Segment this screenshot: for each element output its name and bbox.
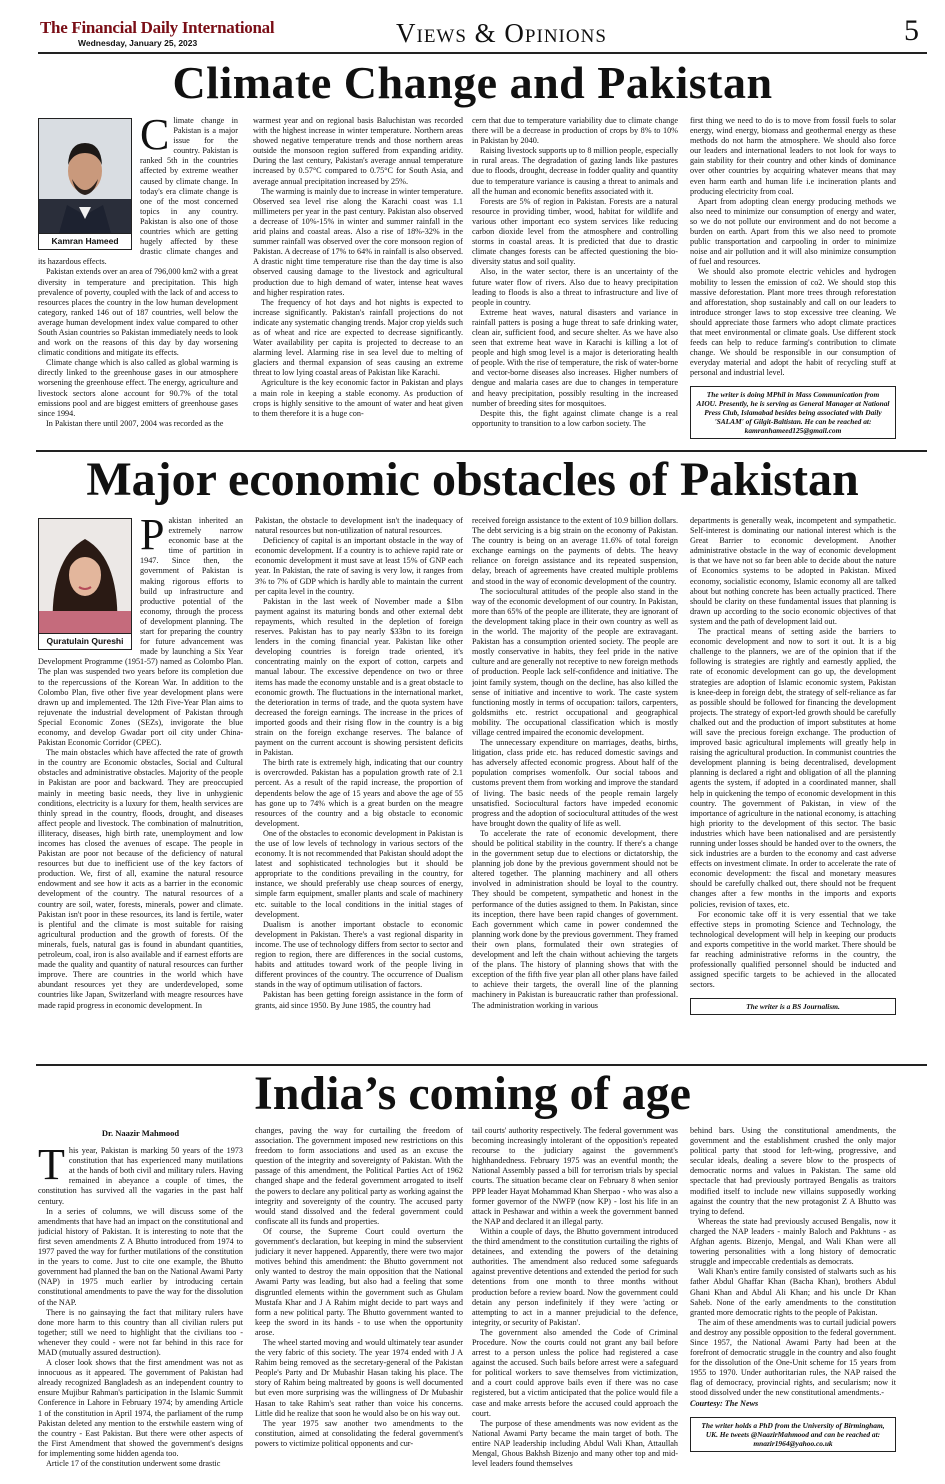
drop-cap: T bbox=[38, 1140, 65, 1190]
paragraph: The sociocultural attitudes of the people also stand in the way of the economic development of our country. In Pakistan, more than 65% of the people are illiterate, they are ignorant of the development taking place in their own country as well as in the world. The majority of the people are extravagant. Pakistan has a consumption oriented society. The people are mostly conservative in habits, they feel pride in the native culture and are generally not receptive to new foreign methods of production. People lack self-confidence and initiative. The joint family system, though on the decline, has also killed the sense of initiative and incentive to work. The caste system functioning mostly in terms of occupation: tailors, carpenters, goldsmiths etc. restrict occupational and geographical mobility. The occupational classification which is mostly village centred impaired the economic development. bbox=[472, 586, 678, 737]
author-name: Quratulain Qureshi bbox=[39, 633, 131, 649]
paragraph: cern that due to temperature variability due to climate change there will be a decrease in production of crops by 8% to 10% in Pakistan by 2040. bbox=[472, 116, 678, 146]
article-2-column-4 bbox=[690, 516, 896, 1060]
paragraph: tail courts' authority respectively. The federal government was becoming increasingly intolerant of the opposition's repeated recourse to the judiciary against the government's highhandedness. February 1975 was an eventful month; the National Assembly passed a bill for terrorism trials by special courts. The situation became clear on February 8 when senior PPP leader Hayat Mohammad Khan Sherpao - who was also a former governor of the NWFP (now KP) - lost his life in an attack in Peshawar and within a week the government banned the NAP and declared it an illegal party. bbox=[472, 1126, 678, 1226]
paragraph: akistan inherited an extremely narrow economic base at the time of partition in 1947. Since then, the government of Pakistan is making rigorous efforts to build up infrastructure and productive potential of the economy, through the process of development planning. The start for preparing the country for future advancement was made by launching a Six Year Development Programme (1951-57) named as Colombo Plan. The plan was suspended two years before its completion due to the repercussions of the Korean War. In addition to the Colombo Plan, five other five year development plans were drawn up and implemented. The 12th Five-Year Plan aims to rejuvenate the industrial development of Pakistan through Special Economic Zones (SEZs), invigorate the blue economy, and develop Gwadar port oil city under China-Pakistan Economic Corridor (CPEC). bbox=[38, 516, 243, 748]
paragraph: behind bars. Using the constitutional amendments, the government and the establishment crushed the only major political party that stood for left-wing, progressive, and secular ideals, dealing a severe blow to the prospects of democratic norms and values in Pakistan. The same old spectacle that had previously portrayed Bengalis as traitors modified itself to include new villains supposedly working against the country that the new protagonist Z A Bhutto was trying to defend. bbox=[690, 1126, 896, 1216]
paragraph: We should also promote electric vehicles and hydrogen mobility to lessen the emission of co2. We should stop this massive deforestation. Plant more trees through reforestation and afforestation, shop sustainably and call on our leaders to introduce stronger laws to stop excessive tree cleaning. We should appreciate those farmers who adopt climate practices that meet environmental or climate goals. Use different stock feeds can help to reduce farming's contribution to climate change. We should be responsible in our consumption of everyday material and adopt the habit of recycling stuff at personal and industrial level. bbox=[690, 267, 896, 378]
paragraph: One of the obstacles to economic development in Pakistan is the use of low levels of technology in various sectors of the economy. It is not recommended that Pakistan should adopt the latest and sophisticated technologies but it should be appropriate to the conditions prevailing in the country, for instance, we should preferably use cheap sources of energy, simple farm equipment, smaller plants and scale of machinery etc. suitable to the local conditions in the initial stages of development. bbox=[255, 828, 463, 919]
article-2-column-3 bbox=[472, 516, 678, 1060]
paragraph: The practical means of setting aside the barriers to economic development and now to sort it out. It is a big challenge to the planners, we are of the opinion that if the following is strategies are rightly and earnestly applied, the rate of economic development can go up, the development strategies are adoption of Islamic economic system, Pakistan is knee-deep in foreign debt, the strategy of self-reliance as far as possible should be followed for financing the development projects. The strategy of export-led growth should be carefully chalked out and the production of import substitutes at home will save the precious foreign exchange. The production of improved basic agricultural implements will greatly help in raising the agricultural production. In communist countries the development planning is being decentralised, development planning is declared a right and obligation of all the planning agents the system, if adopted in a coordinated manner, shall help in quickening the tempo of economic development in this country. The government of Pakistan, in view of the importance of agriculture in the national economy, is attaching high priority to the development of this sector. The basic industries which have been nationalised and are persistently running under losses should be handed over to the owners, the sick industries are a burden to the economy and cast adverse effects on investment climate. In order to accelerate the rate of economic development: the fiscal and monetary measures should be carefully chalked out, there should not be frequent changes after a few months in the imports and exports policies, revision of taxes, etc. bbox=[690, 627, 896, 909]
paragraph: Article 17 of the constitution underwent some drastic bbox=[46, 1459, 221, 1468]
paragraph: warmest year and on regional basis Baluchistan was recorded with the highest increase in winter temperature. Northern areas showed negative temperature trends and those northern areas outside the monsoon region suffered from expanding aridity. During the last century, Pakistan's average annual temperature increased by 0.57°C compared to 0.75°C for South Asia, and average annual precipitation increased by 25%. bbox=[253, 116, 463, 186]
article-1-column-4 bbox=[690, 116, 896, 446]
paragraph: To accelerate the rate of economic development, there should be political stability in the country. If there's a change in the government setup due to elections or dictatorship, the planning job done by the previous government should not be altered together. The planning machinery and all others involved in administration should be loyal to the country. They should be competent, sympathetic and honest in the performance of the duties assigned to them. In Pakistan, since its inception, there have been rapid changes of government. Each government which came in power condemned the planning work done by the previous government. They framed their own plans, formulated their own strategies of development and left the chain without achieving the targets of the plans. The history of planning shows that with the exception of the fifth five year plan all other plans have failed to achieve their targets, the overall line of the planning machinery in Pakistan is bureaucratic rather than professional. The administration working in various bbox=[472, 828, 678, 1010]
paragraph: Whereas the state had previously accused Bengalis, now it charged the NAP leaders - mainly Baloch and Pakhtuns - as Afghan agents. Bizenjo, Mengal, and Wali Khan were all towering personalities with a long history of democratic struggle and impeccable credentials as democrats. bbox=[690, 1216, 896, 1267]
article-3-column-3 bbox=[472, 1126, 678, 1478]
author-portrait bbox=[39, 119, 131, 233]
paragraph: For economic take off it is very essential that we take effective steps in promoting Science and Technology, the technological development will help in keeping our products and exports competitive in the world market. There should be far reaching administrative reforms in the country, the professionally qualified personnel should be inducted and assigned specific targets to be achieved in the allocated sectors. bbox=[690, 909, 896, 990]
paragraph: The aim of these amendments was to curtail judicial powers and destroy any possible opposition to the federal government. Since 1957, the National Awami Party had been at the forefront of democratic struggle in the country and also fought for the dissolution of the One-Unit scheme for 15 years from 1955 to 1970. Under authoritarian rules, the NAP raised the flag of democracy, provincial rights, and secularism; now it stood dissolved under the new constitutional amendments.- bbox=[690, 1317, 896, 1398]
paragraph: Despite this, the fight against climate change is a real opportunity to transition to a low carbon society. The bbox=[472, 408, 678, 428]
paragraph: changes, paving the way for curtailing the freedom of association. The government imposed new restrictions on this freedom to form associations and used as an excuse the question of the integrity and sovereignty of Pakistan. With the passage of this amendment, the Political Parties Act of 1962 changed shape and the federal government arrogated to itself the powers to declare any political party as working against the integrity and sovereignty of the country. The accused party would stand dissolved and the federal government could confiscate all its funds and properties. bbox=[255, 1126, 463, 1226]
paragraph: There is no gainsaying the fact that military rulers have done more harm to this country than all civilian rulers put together; still we need to highlight that the civilians too - whenever they could - were not far behind in this race for MAD (mutually assured destruction). bbox=[38, 1307, 243, 1357]
article-1-column-3 bbox=[472, 116, 678, 446]
drop-cap: P bbox=[140, 516, 165, 559]
paragraph: Deficiency of capital is an important obstacle in the way of economic development. If a country is to achieve rapid rate or economic development it must save at least 15% of GNP each year. In Pakistan, the rate of saving is very low, it ranges from 3% to 7% of GDP which is hardly able to maintain the current per capita level in the country. bbox=[255, 536, 463, 596]
paragraph: his year, Pakistan is marking 50 years of the 1973 constitution that has experienced many mutilations at the hands of both civil and military rulers. Having remained in abeyance a couple of times, the constitution has survived all the vagaries in the past half century. bbox=[38, 1146, 243, 1206]
paragraph: The government also amended the Code of Criminal Procedure. Now the courts could not grant any bail before arrest to a person unless the police had registered a case against the accused. Such bails before arrest were a safeguard for political workers to save themselves from victimization, and a court could approve bails even if there was no case registered, but a victim anticipated that the police would file a case and make arrests before the accused could approach the court. bbox=[472, 1327, 678, 1418]
article-1-column-2 bbox=[253, 116, 463, 446]
paragraph: Pakistan, the obstacle to development isn't the inadequacy of natural resources but non-utilization of natural resources. bbox=[255, 516, 463, 536]
article-2-headline: Major economic obstacles of Pakistan bbox=[86, 453, 859, 506]
paragraph: The wheel started moving and would ultimately tear asunder the very fabric of this society. The year 1974 ended with J A Rahim being removed as the secretary-general of the Pakistan People's Party and Dr Mubashir Hasan taking his place. The story of Rahim being maltreated by goons is well documented but even more surprising was the willingness of Dr Mubashir Hasan to take Rahim's seat rather than voice his concerns. Little did he realize that soon he would also be on his way out. bbox=[255, 1337, 463, 1418]
paragraph: Extreme heat waves, natural disasters and variance in rainfall patters is posing a huge threat to safe drinking water, clean air, sufficient food, and secure shelter. As we have also seen that extreme heat wave in Karachi is killing a lot of people and high smog level is a major is deteriorating health of people. With the rise of temperature, the risk of water-borne and vector-borne diseases also increases. Higher numbers of dengue and malaria cases are due to changes in temperature and heavy precipitation, possibly resulting in the increased number of breeding sites for mosquitoes. bbox=[472, 307, 678, 408]
paragraph: Apart from adopting clean energy producing methods we also need to minimize our consumption of energy and water, so we do not pollute our environment and do not become a burden on earth. Apart from this we also need to promote public transportation and carpooling in order to minimize noise and air pollution and it will also minimize consumption of fuel and resources. bbox=[690, 196, 896, 267]
paragraph: first thing we need to do is to move from fossil fuels to solar energy, wind energy, biomass and geothermal energy as these methods do not harm the atmosphere. We should also force our leaders and international leaders to not look for ways to gain stability for their country and other kinds of dominance over other countries by acquiring whatever means that may even harm earth and human life i.e incineration plants and producing electricity from coal. bbox=[690, 116, 896, 196]
section-title: Views & Opinions bbox=[396, 18, 607, 48]
paragraph: Agriculture is the key economic factor in Pakistan and plays a main role in keeping a stable economy. As production of crops is highly sensitive to the amount of water and heat given to them therefore it is a huge con- bbox=[253, 378, 463, 418]
article-3-column-4 bbox=[690, 1126, 896, 1478]
article-3-column-2 bbox=[255, 1126, 463, 1478]
paragraph: The purpose of these amendments was now evident as the National Awami Party became the main target of both. The entire NAP leadership including Abdul Wali Khan, Attaullah Mengal, Ghous Bakhsh Bizenjo and many other top and mid-level leaders found themselves bbox=[472, 1418, 678, 1469]
author-bio: The writer is a BS Journalism. bbox=[690, 998, 896, 1015]
paragraph: A closer look shows that the first amendment was not as innocuous as it appeared. The government of Pakistan had already recognized Bangladesh as an independent country to ensure Mujibur Rahman's participation in the Islamic Summit Conference in Lahore in February 1974; by amending Article 1 of the constitution in April 1974, the parliament of the rump Pakistan deleted any mention to the erstwhile eastern wing of the country - East Pakistan. But there were other aspects of the First Amendment that showed the government's designs for implementing some hidden agenda too. bbox=[38, 1358, 243, 1458]
article-1-column-1 bbox=[38, 116, 238, 446]
article-3-column-1 bbox=[38, 1126, 243, 1478]
article-1-headline: Climate Change and Pakistan bbox=[172, 57, 773, 108]
paragraph: limate change in Pakistan is a major issue for the country. Pakistan is ranked 5th in the countries affected by extreme weather caused by climate change. In today's era climate change is one of the most concerned topics in any country. Pakistan is also one of those countries which are getting hugely affected by these drastic climate changes and its hazardous effects. bbox=[38, 116, 238, 267]
paragraph: Also, in the water sector, there is an uncertainty of the future water flow of rivers. Also due to heavy precipitation leading to floods is also a threat to infrastructure and live of people in country. bbox=[472, 267, 678, 307]
issue-date: Wednesday, January 25, 2023 bbox=[78, 38, 198, 48]
paragraph: The birth rate is extremely high, indicating that our country is overcrowded. Pakistan has a population growth rate of 2.1 percent. As a result of the rapid increase, the proportion of dependents below the age of 15 years and above the age of 55 has gone up to 74% which is a great burden on the meagre resources of the country and a big obstacle to economic development. bbox=[255, 758, 463, 828]
masthead bbox=[38, 12, 927, 54]
paragraph: The year 1975 saw another two amendments to the constitution, aimed at consolidating the federal government's powers to victimize political opponents and cur- bbox=[255, 1418, 463, 1448]
paragraph: Raising livestock supports up to 8 million people, especially in rural areas. The degradation of gazing lands like pastures due to floods, drought, decrease in fodder quality and quantity due to temperature variance is causing a threat to animals and all the human and economic benefits associated with it. bbox=[472, 146, 678, 196]
author-name: Kamran Hameed bbox=[39, 233, 131, 249]
paragraph: In Pakistan there until 2007, 2004 was recorded as the bbox=[46, 418, 224, 428]
paragraph: Pakistan has been getting foreign assistance in the form of grants, aid since 1950. By June 1985, the country had bbox=[255, 990, 463, 1010]
courtesy-line: Courtesy: The News bbox=[690, 1398, 759, 1408]
paragraph: Pakistan extends over an area of 796,000 km2 with a great diversity in temperature and precipitation. This high prevalence of poverty, coupled with the lack of and access to resources places the country in the low human development category, ranked 146 out of 187 countries, well below the average human development index value compared to other South Asian countries so Pakistan immediately needs to look and work on the reasons of this day by day worsening climatic conditions and mitigate its effects. bbox=[38, 267, 238, 358]
paragraph: departments is generally weak, incompetent and sympathetic. Self-interest is dominating our national interest which is the Great Barrier to economic development. Another administrative obstacle in the way of economic development is that we have not so far been able to decide about the nature of Economics systems to be adopted in Pakistan. Mixed economy, socialistic economy, Islamic economy all are talked about but nothing concrete has been actually practiced. There should be clarity on these fundamental issues that planning is drawn up according to the socio economic objectives of that system and the path of development laid out. bbox=[690, 516, 896, 626]
article-2-column-1 bbox=[38, 516, 243, 1060]
paragraph: Wali Khan's entire family consisted of stalwarts such as his father Abdul Ghaffar Khan (Bacha Khan), brothers Abdul Ghani Khan and Abdul Ali Khan; and his uncle Dr Khan Saheb. None of the early amendments to the constitution granted more democratic rights to the people of Pakistan. bbox=[690, 1267, 896, 1317]
author-bio: The writer holds a PhD from the University of Birmingham, UK. He tweets @NaazirMahmood and can be reached at: mnazir1964@yahoo.co.uk bbox=[690, 1417, 896, 1452]
author-bio: The writer is doing MPhil in Mass Communication from AIOU. Presently, he is serving as General Manager at National Press Club, Islamabad besides being associated with Daily 'SALAM' of Gilgit-Baltistan. He can be reached at: kamranhameed125@gmail.com bbox=[690, 386, 896, 439]
article-2-column-2 bbox=[255, 516, 463, 1060]
paragraph: The frequency of hot days and hot nights is expected to increase significantly. Pakistan's rainfall projections do not indicate any systematic changing trends. Major crop yields such as of wheat and rice are expected to decrease significantly. Water availability per capita is projected to decrease to an alarming level. Alarming rise in sea level due to melting of glaciers and thermal expansion of seas causing an extreme threat to low lying coastal areas of Pakistan like Karachi. bbox=[253, 297, 463, 378]
paragraph: Forests are 5% of region in Pakistan. Forests are a natural resource in providing timber, wood, habitat for wildlife and various other important eco system services like reducing carbon dioxide level from the atmosphere and controlling storms in coastal areas. It is predicted that due to drastic climate changes forests can be affected questioning the bio-diversity status and soil quality. bbox=[472, 196, 678, 267]
paragraph: Dualism is another important obstacle to economic development in Pakistan. There's a vast regional disparity in income. The use of technology differs from sector to sector and region to region, there are differences in the social customs, habits and attitudes toward work of the people living in different provinces of the country. The occurrence of Dualism stands in the way of optimum utilisation of factors. bbox=[255, 919, 463, 990]
author-name: Dr. Naazir Mahmood bbox=[101, 1128, 180, 1138]
author-photo-box bbox=[38, 118, 132, 250]
author-photo-box bbox=[38, 518, 132, 650]
paragraph: In a series of columns, we will discuss some of the amendments that have had an impact on the constitutional and judicial history of Pakistan. It is interesting to note that the first seven amendments Z A Bhutto introduced from 1974 to 1977 paved the way for further mutilations of the constitution in the years to come. Just to cite one example, the Bhutto government had planned the ban on the National Awami Party (NAP) in 1975 much earlier by introducing certain constitutional amendments to pave the way for the dissolution of the NAP. bbox=[38, 1206, 243, 1307]
paragraph: Climate change which is also called as global warming is directly linked to the greenhouse gases in our atmosphere worsening the greenhouse effect. The energy, agriculture and livestock sectors alone account for 90.7% of the total emissions pool and are biggest emitters of greenhouse gases since 1994. bbox=[38, 358, 238, 418]
paragraph: The main obstacles which have affected the rate of growth in the country are Economic obstacles, Social and Cultural obstacles and administrative obstacles. Majority of the people in Pakistan are poor and backward. They are preoccupied mainly in meeting basic needs, they live in unhygienic conditions, electricity is a luxury for them, health services are thinly spread in the country, floods, drought, and diseases affect people and livestock. The combination of malnutrition, illiteracy, diseases, high birth rate, unemployment and low incomes has closed the avenues of escape. The people in Pakistan are poor not because of the deficiency of natural resources but due to inefficient use of the key factors of production. We, first of all, examine the natural resource endowment and see how it acts as a barrier in the economic development of the country. The natural resources of a country are soil, water, forests, minerals, power and climate. Pakistan isn't poor in these resources, its land is fertile, water is plentiful and the climate is most suitable for raising agricultural production and the growth of forests. Of the minerals, fuels, natural gas is found in abundant quantities, petroleum, coal, iron is also available and if earnest efforts are made the quality and quantity of natural resources can further improve. There are countries in the world which have abundant resources yet they are underdeveloped, some countries like Japan, Switzerland with meagre resources have made rapid progress in economic development. In bbox=[38, 748, 243, 1010]
article-3-headline: India’s coming of age bbox=[254, 1067, 691, 1120]
drop-cap: C bbox=[140, 116, 170, 159]
paragraph: The unnecessary expenditure on marriages, deaths, births, litigation, class pride etc. has reduced domestic savings and has adversely affected economic progress. About half of the population comprises womenfolk. Our social taboos and customs prevent them from working and improve the standard of living. The basic needs of the people remain largely unsatisfied. Sociocultural factors have impeded economic progress and the adoption of sociocultural attitudes of the west have brought down the quality of life as well. bbox=[472, 738, 678, 828]
paragraph: The warming is mainly due to increase in winter temperature. Observed sea level rise along the Karachi coast was 1.1 millimeters per year in the past century. Pakistan also observed a decrease of 10%-15% in winter and summer rainfall in the arid plains and coastal areas. Also a rise of 18%-32% in the summer rainfall was observed over the core monsoon region of Pakistan. A decrease of 17% to 64% in rainfall is also observed. A drastic night time temperature rise than the day time is also observed causing damage to the livestock and agricultural production due to high demand of water, intense heat waves and higher respiration rates. bbox=[253, 186, 463, 297]
paragraph: Pakistan in the last week of November made a $1bn payment against its maturing bonds and other external debt repayments, which resulted in the depletion of foreign reserves. Pakistan has to pay nearly $33bn to its foreign lenders in the coming financial year. Pakistan like other developing countries is foreign trade oriented, it's concentrating mainly on the export of cotton, carpets and manual labour. The excessive dependence on two or three items has made the economy unstable and is a great obstacle to economic growth. The fluctuations in the international market, the deterioration in terms of trade, and the quota system have decreased the foreign earnings. The increase in the prices of imported goods and their rising flow in the country is a big strain on the foreign exchange reserves. The balance of payment on the current account is showing persistent deficits in Pakistan. bbox=[255, 596, 463, 758]
page-number: 5 bbox=[904, 14, 919, 47]
paragraph: Of course, the Supreme Court could overturn the government's declaration, but keeping in mind the subservient judiciary it never happened. Apparently, there were two major motives behind this amendment: the Bhutto government not only wanted to destroy the main opposition that the National Awami Party was leading, but also had a feeling that some disgruntled elements within the government such as Ghulam Mustafa Khar and J A Rahim might decide to part ways and form a new political party. The Bhutto government wanted to keep the sword in its hands - to use when the opportunity arose. bbox=[255, 1226, 463, 1337]
paragraph: received foreign assistance to the extent of 10.9 billion dollars. The debt servicing is a big strain on the economy of Pakistan. The country is being on an average 11.6% of total foreign exchange earnings on the payments of debts. The heavy reliance on foreign assistance and its repeated suspension, delay, breach of agreements have created multiple problems and stood in the way of economic development of the country. bbox=[472, 516, 678, 586]
publication-name: The Financial Daily International bbox=[40, 18, 275, 37]
author-portrait bbox=[39, 519, 131, 633]
paragraph: Within a couple of days, the Bhutto government introduced the third amendment to the constitution curtailing the rights of detainees, and extending the powers of the detaining authorities. The amendment also reduced some safeguards against preventive detentions and extended the period for such detentions from one month to three months without production before a review board. Now the government could detain any person indefinitely if they were 'acting or attempting to act in a manner prejudicial to the defence, integrity, or security of Pakistan'. bbox=[472, 1226, 678, 1327]
